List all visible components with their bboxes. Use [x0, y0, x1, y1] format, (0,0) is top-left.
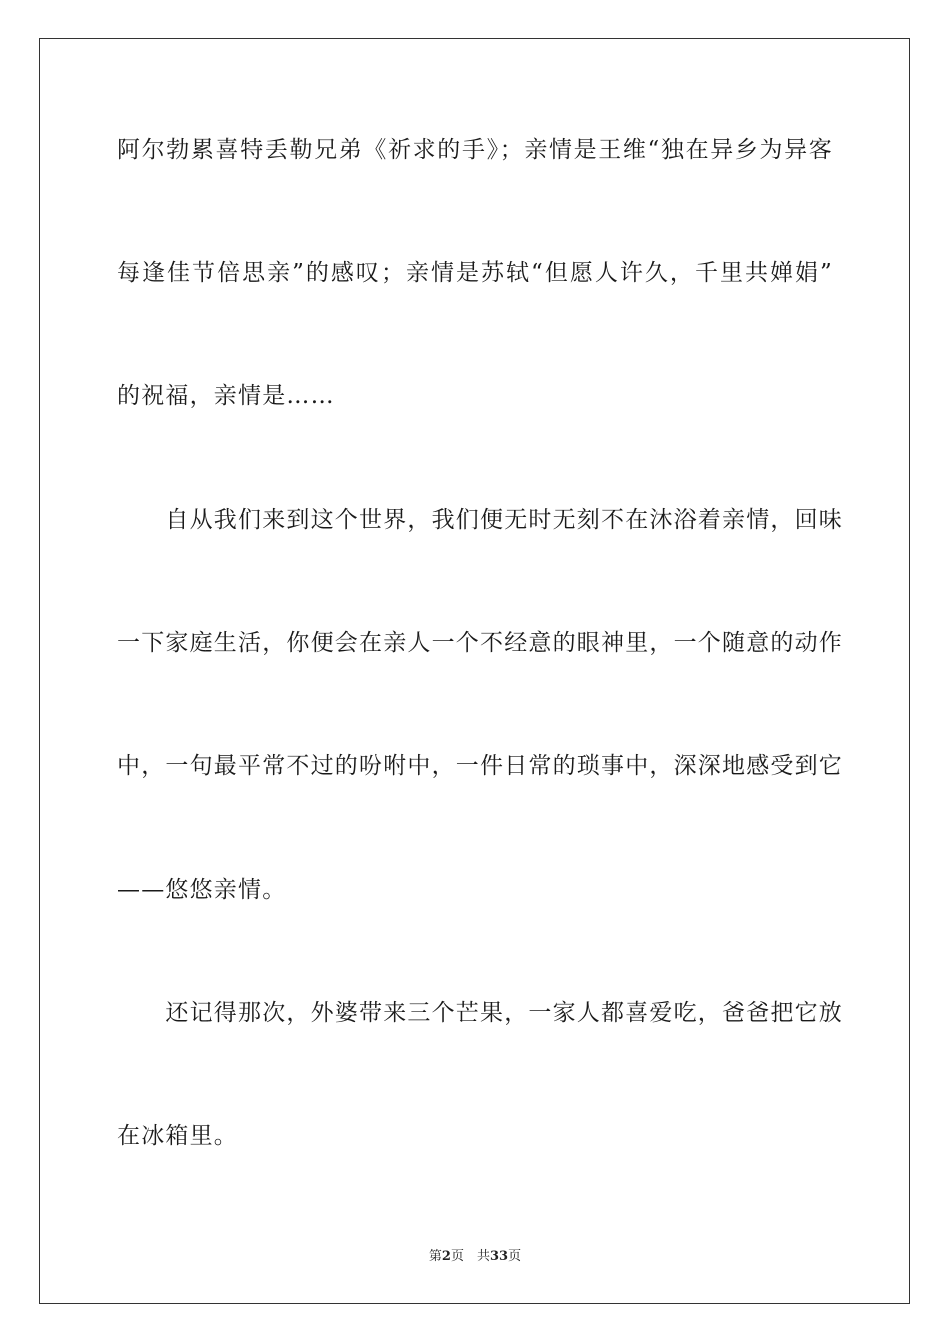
page-current: 2 [441, 1249, 451, 1264]
page-prefix: 第 [428, 1249, 442, 1264]
text-line: 阿尔勃累喜特丢勒兄弟《祈求的手》；亲情是王维“独在异乡为异客 [117, 137, 833, 163]
page-suffix: 页 [508, 1249, 522, 1264]
text-line: 的祝福，亲情是…… [117, 383, 335, 409]
text-line: 每逢佳节倍思亲”的感叹；亲情是苏轼“但愿人许久，千里共婵娟” [117, 260, 833, 286]
text-line: ——悠悠亲情。 [117, 877, 287, 903]
text-line: 在冰箱里。 [117, 1123, 238, 1149]
page-footer [0, 1248, 950, 1266]
text-line: 自从我们来到这个世界，我们便无时无刻不在沐浴着亲情，回味 [117, 507, 843, 533]
page-frame [39, 38, 910, 1304]
page-total: 33 [489, 1249, 509, 1264]
text-line: 中，一句最平常不过的吩咐中，一件日常的琐事中，深深地感受到它 [117, 753, 843, 779]
page-mid: 页 共 [450, 1249, 490, 1264]
text-line: 还记得那次，外婆带来三个芒果，一家人都喜爱吃，爸爸把它放 [117, 1000, 843, 1026]
text-line: 一下家庭生活，你便会在亲人一个不经意的眼神里，一个随意的动作 [117, 630, 843, 656]
